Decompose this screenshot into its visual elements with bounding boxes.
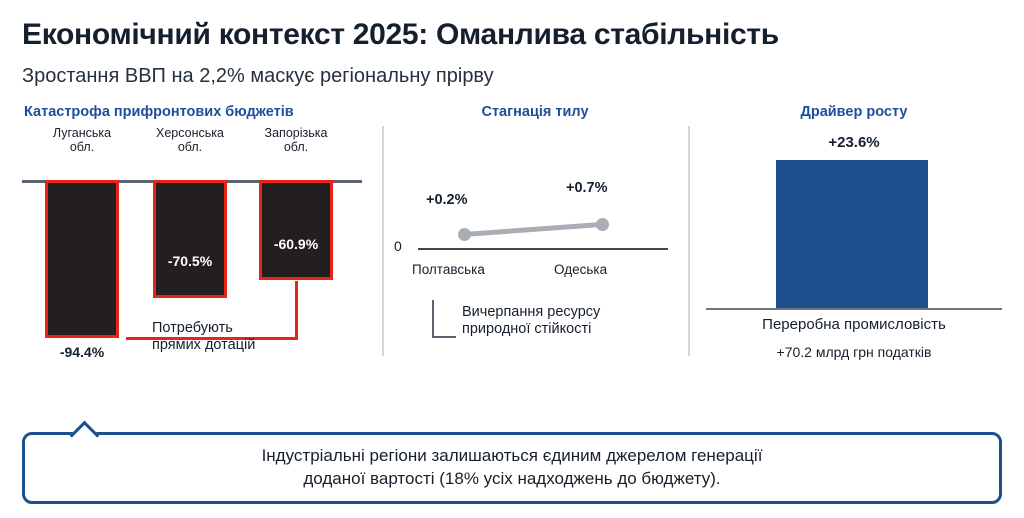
driver-baseline-axis [706,308,1002,310]
rear-note-bracket [432,300,456,338]
footer-callout [22,424,1002,504]
rear-plot-area [394,150,676,280]
rear-data-point-2 [596,218,609,231]
page-subtitle: Зростання ВВП на 2,2% маскує регіональну прірву [22,65,494,87]
frontline-bars-area [22,126,374,366]
driver-subcaption: +70.2 млрд грн податків [776,344,932,360]
chart-driver-title: Драйвер росту [800,104,908,120]
driver-bar [776,160,928,308]
frontline-bar-value-1: -94.4% [59,344,105,360]
panel-divider-right [688,126,690,356]
frontline-bar-group-2 [144,126,236,160]
page-title: Економічний контекст 2025: Оманлива стабільність [22,18,779,51]
rear-category-2: Одеська [554,262,608,277]
chart-rear-title: Стагнація тилу [481,104,589,120]
callout-box [22,432,1002,504]
rear-category-1: Полтавська [412,262,485,277]
driver-bar-value: +23.6% [828,134,880,151]
frontline-bar-2 [153,180,227,298]
rear-zero-label: 0 [394,238,402,254]
driver-caption: Переробна промисловість [762,316,946,333]
rear-zero-axis [418,248,668,250]
callout-text: Індустріальні регіони залишаються єдиним джерелом генерації доданої вартості (18% усіх надходжень до бюджету). [261,446,763,488]
frontline-bar-label-2: Херсонська обл. [156,126,224,155]
annotation-subsidies-text: Потребують прямих дотацій [152,320,256,353]
chart-growth-driver [694,104,1014,394]
rear-line-segment [464,222,602,237]
rear-value-1: +0.2% [426,192,468,208]
frontline-bar-value-2: -70.5% [167,253,213,269]
charts-row [22,104,1002,394]
frontline-bar-label-1: Луганська обл. [52,126,112,155]
frontline-bar-3 [259,180,333,280]
frontline-bar-value-3: -60.9% [273,236,319,252]
frontline-bar-1 [45,180,119,338]
chart-frontline-title: Катастрофа прифронтових бюджетів [24,104,294,120]
frontline-bar-group-3 [250,126,342,160]
frontline-bar-group-1 [36,126,128,160]
chart-frontline-budgets [22,104,374,394]
panel-divider-left [382,126,384,356]
rear-value-2: +0.7% [566,180,608,196]
chart-rear-stagnation [394,104,676,394]
rear-note-text: Вичерпання ресурсу природної стійкості [462,304,601,338]
rear-data-point-1 [458,228,471,241]
annotation-leader-vertical [295,281,298,339]
frontline-bar-label-3: Запорізька обл. [264,126,328,155]
